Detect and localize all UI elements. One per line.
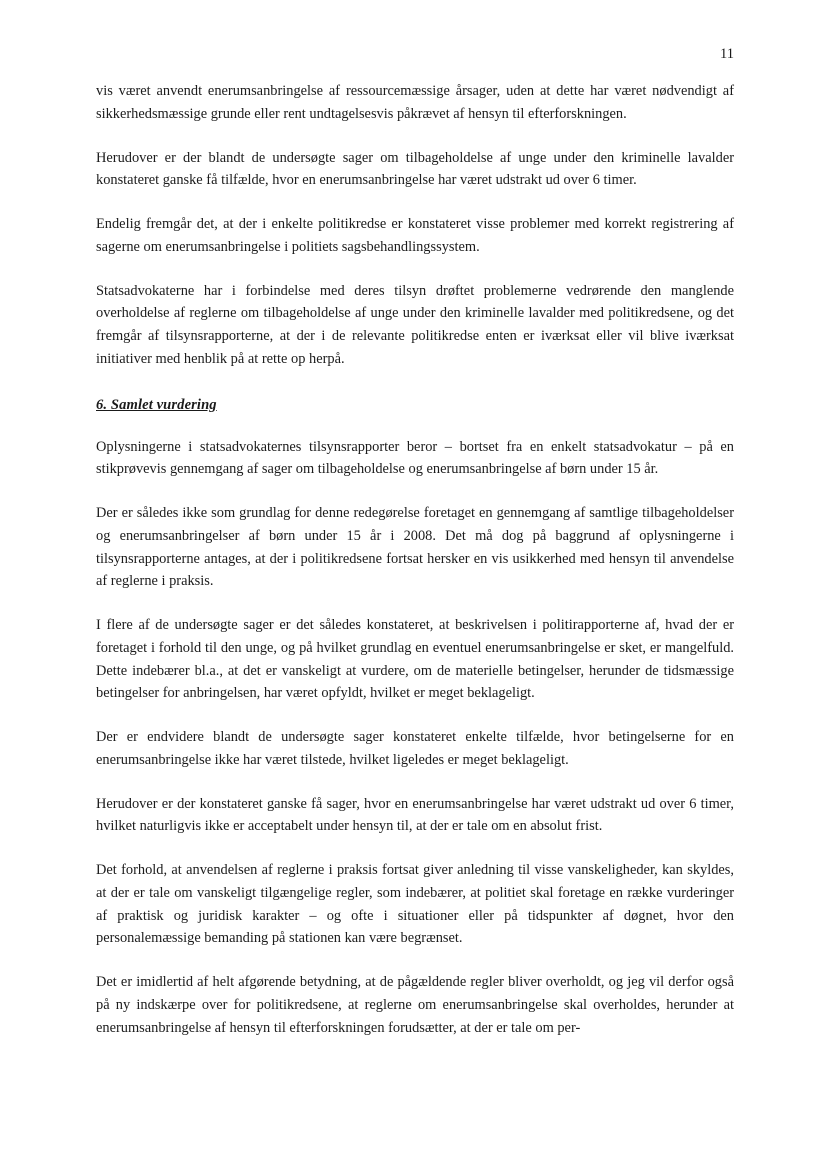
paragraph-8: Der er endvidere blandt de undersøgte sager konstateret enkelte tilfælde, hvor betingelserne for en enerumsanbringelse ikke har været tilstede, hvilket ligeledes er meget beklageligt. [96, 729, 734, 768]
document-body [96, 80, 734, 1039]
paragraph-11: Det er imidlertid af helt afgørende betydning, at de pågældende regler bliver overholdt, og jeg vil derfor også på ny indskærpe over for politikredsene, at reglerne om enerumsanbringelse skal overholdes, herunder at enerumsanbringelse af hensyn til efterforskningen forudsætter, at der er tale om per- [96, 974, 734, 1036]
paragraph-4: Statsadvokaterne har i forbindelse med deres tilsyn drøftet problemerne vedrørende den manglende overholdelse af reglerne om tilbageholdelse af unge under den kriminelle lavalder med politikredsene, og det fremgår af tilsynsrapporterne, at der i de relevante politikredse enten er iværksat eller vil blive iværksat initiativer med henblik på at rette op herpå. [96, 282, 734, 367]
paragraph-2: Herudover er der blandt de undersøgte sager om tilbageholdelse af unge under den kriminelle lavalder konstateret ganske få tilfælde, hvor en enerumsanbringelse har været udstrakt ud over 6 timer. [96, 149, 734, 189]
paragraph-1: vis været anvendt enerumsanbringelse af ressourcemæssige årsager, uden at dette har været nødvendigt af sikkerhedsmæssige grunde eller rent undtagelsesvis påkrævet af hensyn til efterforskningen. [96, 83, 734, 122]
paragraph-3: Endelig fremgår det, at der i enkelte politikredse er konstateret visse problemer med korrekt registrering af sagerne om enerumsanbringelse i politiets sagsbehandlingssystem. [96, 216, 734, 255]
paragraph-7: I flere af de undersøgte sager er det således konstateret, at beskrivelsen i politirapporterne af, hvad der er foretaget i forhold til den unge, og på hvilket grundlag en eventuel enerumsanbringelse er sket, er mangelfuld. Dette indebærer bl.a., at det er vanskeligt at vurdere, om de materielle betingelser, herunder de tidsmæssige betingelser for anbringelsen, har været opfyldt, hvilket er meget beklageligt. [96, 617, 734, 702]
paragraph-6: Der er således ikke som grundlag for denne redegørelse foretaget en gennemgang af samtlige tilbageholdelser og enerumsanbringelser af børn under 15 år i 2008. Det må dog på baggrund af oplysningerne i tilsynsrapporterne antages, at der i politikredsene fortsat hersker en vis usikkerhed med hensyn til anvendelse af reglerne i praksis. [96, 505, 734, 590]
paragraph-9: Herudover er der konstateret ganske få sager, hvor en enerumsanbringelse har været udstrakt ud over 6 timer, hvilket naturligvis ikke er acceptabelt under hensyn til, at der er tale om en absolut frist. [96, 795, 734, 835]
paragraph-10: Det forhold, at anvendelsen af reglerne i praksis fortsat giver anledning til visse vanskeligheder, kan skyldes, at der er tale om vanskeligt tilgængelige regler, som indebærer, at politiet skal foretage en række vurderinger af praktisk og juridisk karakter – og ofte i situationer eller på tidspunkter af døgnet, hvor den personalemæssige bemanding på stationen kan være begrænset. [96, 862, 734, 947]
paragraph-5: Oplysningerne i statsadvokaternes tilsynsrapporter beror – bortset fra en enkelt statsadvokatur – på en stikprøvevis gennemgang af sager om tilbageholdelse og enerumsanbringelse af børn under 15 år. [96, 438, 734, 478]
page-number: 11 [720, 46, 734, 62]
section-heading-samlet-vurdering: 6. Samlet vurdering [96, 396, 217, 413]
